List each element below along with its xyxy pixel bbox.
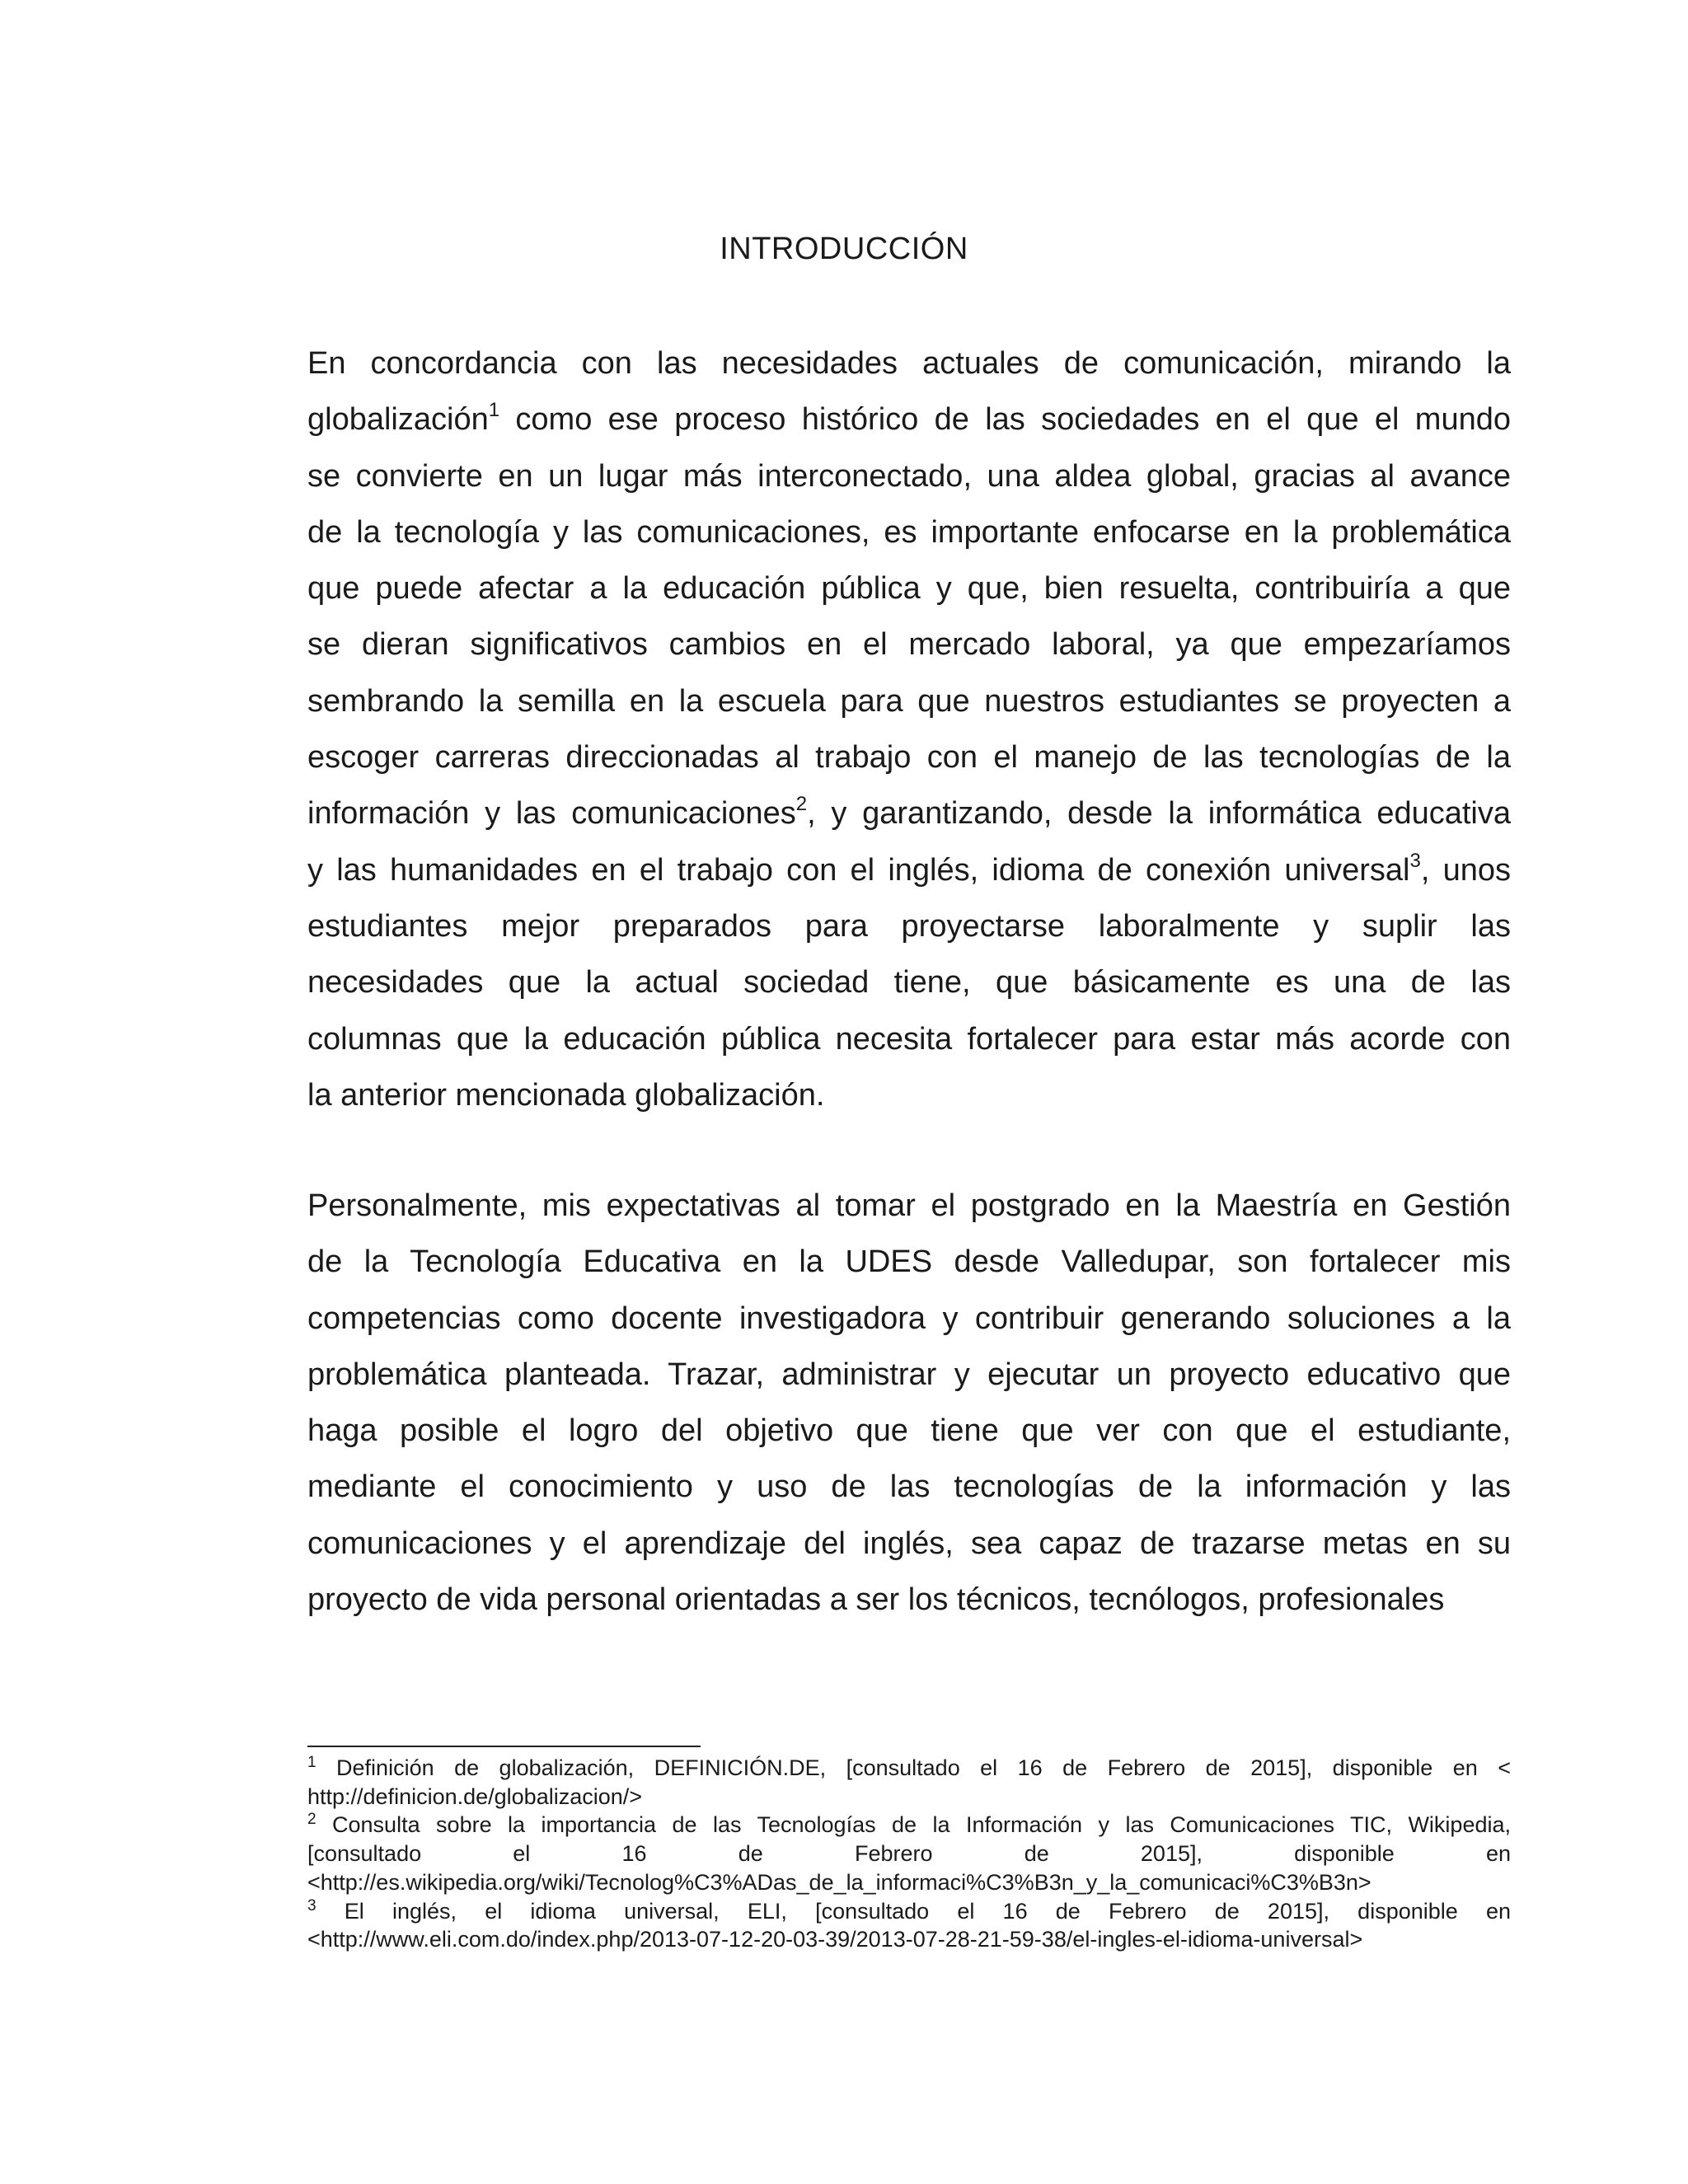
- footnote-reference: 2: [795, 793, 808, 816]
- footnote-line: [307, 1925, 1511, 1954]
- text-line: sembrando la semilla en la escuela para que nuestros estudiantes se proyecten a: [307, 683, 1511, 719]
- text-line: Personalmente, mis expectativas al tomar el postgrado en la Maestría en Gestión: [307, 1188, 1511, 1223]
- footnote-text: http://definicion.de/globalizacion/>: [307, 1783, 643, 1809]
- text-line: problemática planteada. Trazar, administrar y ejecutar un proyecto educativo que: [307, 1357, 1511, 1392]
- footnote-text: [consultado el 16 de Febrero de 2015], disponible en: [307, 1841, 1511, 1867]
- text-line: escoger carreras direccionadas al trabajo con el manejo de las tecnologías de la: [307, 740, 1511, 776]
- footnote-number: 3: [307, 1896, 316, 1915]
- text-line: de la Tecnología Educativa en la UDES desde Valledupar, son fortalecer mis: [307, 1244, 1511, 1280]
- text-line: En concordancia con las necesidades actuales de comunicación, mirando la: [307, 346, 1511, 381]
- text-span: globalización: [307, 402, 489, 438]
- text-line: se dieran significativos cambios en el mercado laboral, ya que empezaríamos: [307, 627, 1511, 663]
- text-line: que puede afectar a la educación pública y que, bien resuelta, contribuiría a que: [307, 571, 1511, 607]
- footnote-line: [307, 1897, 1511, 1926]
- footnote-line: [307, 1754, 1511, 1783]
- text-line: [307, 785, 1511, 841]
- text-line: columnas que la educación pública necesita fortalecer para estar más acorde con: [307, 1021, 1511, 1057]
- footnote-text: <http://es.wikipedia.org/wiki/Tecnolog%C3%ADas_de_la_informaci%C3%B3n_y_la_comunicaci%C3%B3n>: [307, 1869, 1372, 1895]
- footnote-separator: [307, 1746, 701, 1747]
- footnote-text: Definición de globalización, DEFINICIÓN.DE, [consultado el 16 de Febrero de 2015], disponible en <: [316, 1755, 1511, 1780]
- footnotes: [307, 1754, 1511, 1954]
- text-span: , y garantizando, desde la informática educativa: [807, 796, 1511, 832]
- text-line: mediante el conocimiento y uso de las tecnologías de la información y las: [307, 1469, 1511, 1505]
- footnote-line: [307, 1840, 1511, 1868]
- footnote-3: [307, 1897, 1511, 1954]
- intro-paragraph-1: [307, 335, 1511, 1123]
- text-line: comunicaciones y el aprendizaje del inglés, sea capaz de trazarse metas en su: [307, 1526, 1511, 1561]
- footnote-reference: 1: [488, 399, 500, 422]
- footnote-text: El inglés, el idioma universal, ELI, [consultado el 16 de Febrero de 2015], disponible en: [316, 1898, 1511, 1924]
- text-line: [307, 391, 1511, 448]
- text-span: y las humanidades en el trabajo con el inglés, idioma de conexión universal: [307, 852, 1410, 888]
- text-line: [307, 842, 1511, 898]
- footnote-2: [307, 1811, 1511, 1896]
- page-title: INTRODUCCIÓN: [720, 232, 968, 266]
- text-line: estudiantes mejor preparados para proyectarse laboralmente y suplir las: [307, 908, 1511, 944]
- footnote-1: [307, 1754, 1511, 1811]
- footnote-text: <http://www.eli.com.do/index.php/2013-07-12-20-03-39/2013-07-28-21-59-38/el-ingles-el-idioma-universal>: [307, 1927, 1363, 1952]
- footnote-number: 2: [307, 1811, 316, 1829]
- text-span: como ese proceso histórico de las sociedades en el que el mundo: [499, 402, 1511, 438]
- text-line: haga posible el logro del objetivo que tiene que ver con que el estudiante,: [307, 1413, 1511, 1449]
- footnote-line: [307, 1811, 1511, 1840]
- footnote-number: 1: [307, 1754, 316, 1771]
- text-line: de la tecnología y las comunicaciones, es importante enfocarse en la problemática: [307, 514, 1511, 550]
- text-line: competencias como docente investigadora y contribuir generando soluciones a la: [307, 1301, 1511, 1336]
- footnote-reference: 3: [1409, 849, 1421, 872]
- intro-paragraph-2: [307, 1178, 1511, 1628]
- text-line: proyecto de vida personal orientadas a ser los técnicos, tecnólogos, profesionales: [307, 1582, 1445, 1618]
- text-span: , unos: [1420, 852, 1511, 888]
- text-line: se convierte en un lugar más interconectado, una aldea global, gracias al avance: [307, 458, 1511, 494]
- footnote-text: Consulta sobre la importancia de las Tecnologías de la Información y las Comunicaciones TIC, Wikipedia,: [316, 1812, 1511, 1838]
- text-line: la anterior mencionada globalización.: [307, 1077, 825, 1113]
- text-span: información y las comunicaciones: [307, 796, 796, 832]
- text-line: necesidades que la actual sociedad tiene, que básicamente es una de las: [307, 965, 1511, 1001]
- footnote-line: [307, 1868, 1511, 1897]
- footnote-line: [307, 1783, 1511, 1811]
